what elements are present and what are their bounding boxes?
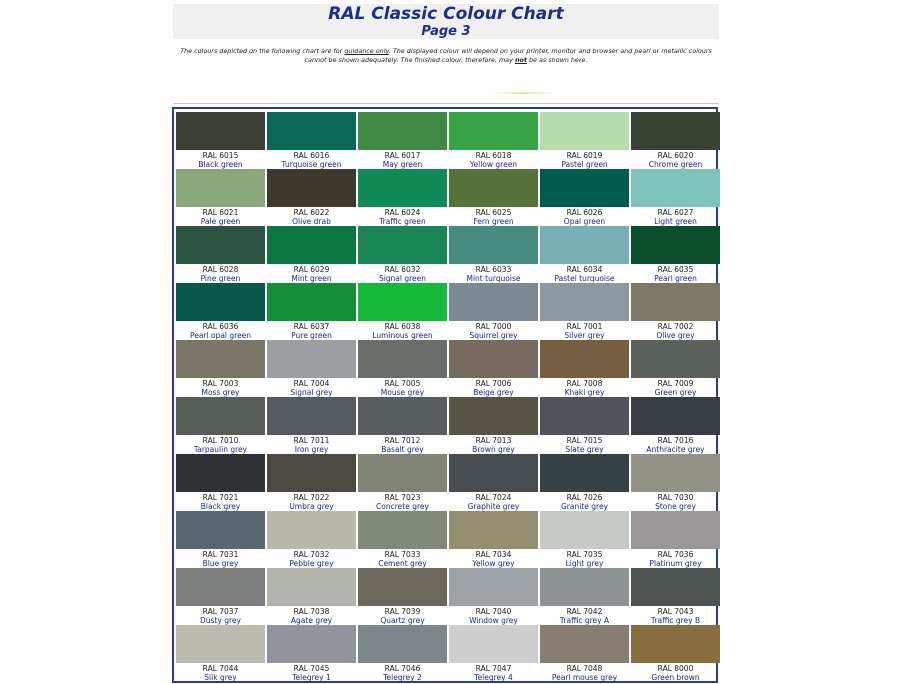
colour-name: Chrome green bbox=[648, 160, 703, 169]
colour-code: RAL 7032 bbox=[293, 550, 330, 559]
colour-name: Pastel green bbox=[561, 160, 608, 169]
colour-name: Pebble grey bbox=[289, 559, 334, 568]
colour-name: Silver grey bbox=[564, 331, 605, 340]
colour-swatch bbox=[540, 226, 629, 264]
colour-name: Stone grey bbox=[655, 502, 696, 511]
colour-name: Mint green bbox=[291, 274, 332, 283]
decorative-line bbox=[490, 92, 556, 94]
colour-swatch bbox=[449, 454, 538, 492]
colour-code: RAL 7026 bbox=[566, 493, 603, 502]
colour-code: RAL 6020 bbox=[657, 151, 694, 160]
colour-cell bbox=[358, 169, 447, 226]
colour-swatch bbox=[449, 226, 538, 264]
colour-cell bbox=[631, 568, 720, 625]
colour-name: Signal green bbox=[378, 274, 427, 283]
colour-cell bbox=[358, 226, 447, 283]
disclaimer-part-1: The colours depicted on the following chart are for bbox=[180, 47, 345, 55]
colour-cell bbox=[449, 340, 538, 397]
colour-cell bbox=[267, 112, 356, 169]
colour-code: RAL 7010 bbox=[202, 436, 239, 445]
colour-code: RAL 7015 bbox=[566, 436, 603, 445]
colour-code: RAL 7016 bbox=[657, 436, 694, 445]
colour-code: RAL 7000 bbox=[475, 322, 512, 331]
colour-swatch bbox=[176, 397, 265, 435]
colour-code: RAL 6026 bbox=[566, 208, 603, 217]
colour-swatch bbox=[540, 397, 629, 435]
colour-cell bbox=[176, 511, 265, 568]
colour-code: RAL 7039 bbox=[384, 607, 421, 616]
colour-cell bbox=[358, 397, 447, 454]
colour-swatch bbox=[267, 226, 356, 264]
colour-swatch bbox=[631, 283, 720, 321]
colour-swatch bbox=[267, 625, 356, 663]
colour-code: RAL 8000 bbox=[657, 664, 694, 673]
colour-code: RAL 6016 bbox=[293, 151, 330, 160]
colour-cell bbox=[631, 397, 720, 454]
colour-code: RAL 6034 bbox=[566, 265, 603, 274]
colour-name: Tarpaulin grey bbox=[193, 445, 248, 454]
colour-cell bbox=[540, 340, 629, 397]
colour-swatch bbox=[267, 511, 356, 549]
colour-name: Black grey bbox=[200, 502, 241, 511]
colour-cell bbox=[631, 226, 720, 283]
colour-code: RAL 6022 bbox=[293, 208, 330, 217]
colour-name: Granite grey bbox=[561, 502, 608, 511]
colour-code: RAL 7038 bbox=[293, 607, 330, 616]
colour-code: RAL 7033 bbox=[384, 550, 421, 559]
colour-code: RAL 6019 bbox=[566, 151, 603, 160]
colour-code: RAL 7047 bbox=[475, 664, 512, 673]
colour-chart bbox=[172, 107, 718, 683]
colour-cell bbox=[176, 397, 265, 454]
colour-swatch bbox=[631, 625, 720, 663]
colour-swatch bbox=[540, 568, 629, 606]
page-subtitle: Page 3 bbox=[421, 24, 471, 39]
colour-name: Olive grey bbox=[656, 331, 695, 340]
colour-cell bbox=[267, 226, 356, 283]
colour-name: Basalt grey bbox=[381, 445, 424, 454]
colour-swatch bbox=[631, 511, 720, 549]
colour-name: Traffic grey B bbox=[650, 616, 701, 625]
colour-code: RAL 6036 bbox=[202, 322, 239, 331]
colour-code: RAL 7043 bbox=[657, 607, 694, 616]
colour-swatch bbox=[267, 169, 356, 207]
colour-code: RAL 7004 bbox=[293, 379, 330, 388]
colour-cell bbox=[540, 454, 629, 511]
colour-code: RAL 6025 bbox=[475, 208, 512, 217]
colour-code: RAL 6024 bbox=[384, 208, 421, 217]
colour-cell bbox=[267, 454, 356, 511]
colour-name: Luminous green bbox=[372, 331, 433, 340]
colour-code: RAL 6038 bbox=[384, 322, 421, 331]
colour-name: May green bbox=[382, 160, 423, 169]
colour-cell bbox=[358, 283, 447, 340]
colour-name: Pale green bbox=[200, 217, 241, 226]
colour-cell bbox=[267, 397, 356, 454]
colour-code: RAL 7036 bbox=[657, 550, 694, 559]
colour-name: Anthracite grey bbox=[646, 445, 705, 454]
colour-code: RAL 7031 bbox=[202, 550, 239, 559]
colour-cell bbox=[358, 112, 447, 169]
colour-swatch bbox=[449, 340, 538, 378]
colour-code: RAL 7034 bbox=[475, 550, 512, 559]
colour-cell bbox=[358, 340, 447, 397]
colour-cell bbox=[449, 226, 538, 283]
colour-cell bbox=[540, 511, 629, 568]
colour-name: Pastel turquoise bbox=[554, 274, 615, 283]
colour-name: Black green bbox=[198, 160, 243, 169]
colour-swatch bbox=[267, 283, 356, 321]
colour-cell bbox=[540, 568, 629, 625]
colour-name: Pure green bbox=[291, 331, 332, 340]
colour-swatch bbox=[631, 568, 720, 606]
colour-swatch bbox=[358, 568, 447, 606]
colour-name: Yellow grey bbox=[472, 559, 515, 568]
colour-swatch bbox=[267, 397, 356, 435]
colour-code: RAL 7037 bbox=[202, 607, 239, 616]
colour-code: RAL 6037 bbox=[293, 322, 330, 331]
colour-cell bbox=[540, 625, 629, 682]
colour-name: Telegrey 4 bbox=[474, 673, 513, 682]
colour-cell bbox=[449, 397, 538, 454]
colour-cell bbox=[267, 283, 356, 340]
colour-code: RAL 7001 bbox=[566, 322, 603, 331]
colour-name: Agate grey bbox=[290, 616, 333, 625]
colour-cell bbox=[176, 340, 265, 397]
colour-swatch bbox=[267, 340, 356, 378]
colour-swatch bbox=[176, 283, 265, 321]
colour-code: RAL 7011 bbox=[293, 436, 330, 445]
colour-cell bbox=[176, 283, 265, 340]
colour-name: Green grey bbox=[654, 388, 697, 397]
colour-name: Traffic grey A bbox=[559, 616, 610, 625]
colour-code: RAL 7002 bbox=[657, 322, 694, 331]
colour-swatch bbox=[358, 283, 447, 321]
colour-name: Silk grey bbox=[204, 673, 237, 682]
colour-swatch bbox=[358, 112, 447, 150]
colour-name: Light grey bbox=[565, 559, 604, 568]
colour-name: Cement grey bbox=[378, 559, 427, 568]
colour-name: Opal green bbox=[563, 217, 606, 226]
colour-cell bbox=[449, 568, 538, 625]
colour-name: Mouse grey bbox=[380, 388, 425, 397]
colour-cell bbox=[449, 112, 538, 169]
colour-code: RAL 7012 bbox=[384, 436, 421, 445]
colour-code: RAL 7006 bbox=[475, 379, 512, 388]
colour-name: Blue grey bbox=[202, 559, 239, 568]
colour-name: Graphite grey bbox=[467, 502, 520, 511]
colour-name: Traffic green bbox=[379, 217, 426, 226]
colour-code: RAL 7042 bbox=[566, 607, 603, 616]
colour-cell bbox=[176, 454, 265, 511]
colour-swatch bbox=[176, 340, 265, 378]
colour-code: RAL 6018 bbox=[475, 151, 512, 160]
colour-code: RAL 6027 bbox=[657, 208, 694, 217]
colour-swatch bbox=[631, 226, 720, 264]
colour-name: Pearl opal green bbox=[189, 331, 252, 340]
colour-code: RAL 7035 bbox=[566, 550, 603, 559]
colour-name: Squirrel grey bbox=[469, 331, 518, 340]
colour-cell bbox=[631, 169, 720, 226]
colour-swatch bbox=[449, 112, 538, 150]
page-header bbox=[173, 4, 719, 39]
colour-name: Dusty grey bbox=[200, 616, 241, 625]
colour-code: RAL 7005 bbox=[384, 379, 421, 388]
colour-code: RAL 7040 bbox=[475, 607, 512, 616]
colour-swatch bbox=[449, 283, 538, 321]
colour-swatch bbox=[267, 568, 356, 606]
divider bbox=[173, 103, 719, 104]
colour-swatch bbox=[540, 340, 629, 378]
colour-name: Umbra grey bbox=[289, 502, 334, 511]
colour-cell bbox=[540, 397, 629, 454]
colour-cell bbox=[267, 340, 356, 397]
colour-swatch bbox=[267, 454, 356, 492]
colour-code: RAL 7022 bbox=[293, 493, 330, 502]
colour-code: RAL 6021 bbox=[202, 208, 239, 217]
colour-name: Concrete grey bbox=[376, 502, 429, 511]
colour-cell bbox=[631, 511, 720, 568]
colour-cell bbox=[449, 511, 538, 568]
disclaimer-part-3: be as shown here. bbox=[526, 56, 588, 64]
colour-swatch bbox=[540, 112, 629, 150]
colour-name: Beige grey bbox=[473, 388, 514, 397]
colour-name: Pine green bbox=[200, 274, 241, 283]
colour-name: Window grey bbox=[469, 616, 518, 625]
colour-swatch bbox=[358, 397, 447, 435]
colour-swatch bbox=[358, 625, 447, 663]
colour-cell bbox=[176, 625, 265, 682]
colour-cell bbox=[267, 625, 356, 682]
colour-name: Pearl green bbox=[654, 274, 697, 283]
colour-code: RAL 7013 bbox=[475, 436, 512, 445]
colour-swatch bbox=[449, 568, 538, 606]
colour-swatch bbox=[631, 112, 720, 150]
colour-cell bbox=[631, 625, 720, 682]
colour-swatch bbox=[540, 283, 629, 321]
colour-name: Brown grey bbox=[472, 445, 515, 454]
colour-cell bbox=[449, 283, 538, 340]
colour-code: RAL 6035 bbox=[657, 265, 694, 274]
colour-swatch bbox=[540, 511, 629, 549]
disclaimer-part-2: . The displayed colour will depend on your printer, monitor and browser and pearl or metallic colours cannot be shown adequately. The finished colour, therefore, may bbox=[304, 47, 712, 64]
colour-swatch bbox=[176, 511, 265, 549]
colour-swatch bbox=[176, 625, 265, 663]
colour-code: RAL 6017 bbox=[384, 151, 421, 160]
colour-code: RAL 7023 bbox=[384, 493, 421, 502]
colour-swatch bbox=[176, 226, 265, 264]
colour-swatch bbox=[449, 397, 538, 435]
colour-swatch bbox=[540, 454, 629, 492]
colour-name: Telegrey 1 bbox=[292, 673, 331, 682]
colour-swatch bbox=[358, 511, 447, 549]
colour-cell bbox=[358, 625, 447, 682]
colour-swatch bbox=[358, 454, 447, 492]
colour-code: RAL 7008 bbox=[566, 379, 603, 388]
colour-cell bbox=[449, 625, 538, 682]
colour-cell bbox=[449, 169, 538, 226]
colour-cell bbox=[631, 112, 720, 169]
colour-name: Moss grey bbox=[201, 388, 240, 397]
colour-cell bbox=[176, 568, 265, 625]
colour-swatch bbox=[358, 226, 447, 264]
page-title: RAL Classic Colour Chart bbox=[328, 4, 564, 24]
colour-cell bbox=[267, 511, 356, 568]
colour-cell bbox=[267, 568, 356, 625]
colour-swatch bbox=[449, 625, 538, 663]
colour-cell bbox=[176, 112, 265, 169]
colour-name: Turquoise green bbox=[281, 160, 342, 169]
colour-code: RAL 6015 bbox=[202, 151, 239, 160]
colour-swatch bbox=[176, 454, 265, 492]
colour-code: RAL 7021 bbox=[202, 493, 239, 502]
colour-name: Green brown bbox=[651, 673, 700, 682]
colour-code: RAL 6033 bbox=[475, 265, 512, 274]
colour-swatch bbox=[540, 625, 629, 663]
colour-name: Yellow green bbox=[469, 160, 518, 169]
disclaimer-text bbox=[173, 47, 719, 65]
colour-swatch bbox=[631, 169, 720, 207]
disclaimer-emphasis-guidance: guidance only bbox=[344, 47, 389, 55]
disclaimer-emphasis-not: not bbox=[514, 56, 527, 64]
colour-code: RAL 6032 bbox=[384, 265, 421, 274]
colour-cell bbox=[540, 112, 629, 169]
colour-code: RAL 7048 bbox=[566, 664, 603, 673]
colour-name: Quartz grey bbox=[380, 616, 425, 625]
colour-code: RAL 6029 bbox=[293, 265, 330, 274]
colour-name: Platinum grey bbox=[649, 559, 702, 568]
colour-code: RAL 7009 bbox=[657, 379, 694, 388]
colour-cell bbox=[358, 568, 447, 625]
colour-grid bbox=[176, 112, 720, 682]
colour-swatch bbox=[176, 169, 265, 207]
colour-swatch bbox=[358, 169, 447, 207]
colour-name: Khaki grey bbox=[564, 388, 605, 397]
colour-swatch bbox=[176, 112, 265, 150]
colour-name: Light green bbox=[654, 217, 697, 226]
colour-swatch bbox=[631, 454, 720, 492]
colour-name: Fern green bbox=[473, 217, 514, 226]
colour-cell bbox=[540, 283, 629, 340]
colour-name: Mint turquoise bbox=[466, 274, 521, 283]
colour-cell bbox=[631, 340, 720, 397]
colour-code: RAL 7044 bbox=[202, 664, 239, 673]
colour-cell bbox=[540, 226, 629, 283]
colour-swatch bbox=[540, 169, 629, 207]
colour-name: Pearl mouse grey bbox=[551, 673, 618, 682]
colour-swatch bbox=[631, 397, 720, 435]
colour-cell bbox=[267, 169, 356, 226]
colour-swatch bbox=[631, 340, 720, 378]
colour-cell bbox=[176, 169, 265, 226]
colour-code: RAL 7003 bbox=[202, 379, 239, 388]
colour-swatch bbox=[449, 169, 538, 207]
colour-cell bbox=[176, 226, 265, 283]
colour-name: Iron grey bbox=[294, 445, 329, 454]
colour-cell bbox=[631, 454, 720, 511]
colour-swatch bbox=[358, 340, 447, 378]
colour-name: Telegrey 2 bbox=[383, 673, 422, 682]
colour-cell bbox=[358, 454, 447, 511]
colour-swatch bbox=[267, 112, 356, 150]
colour-cell bbox=[358, 511, 447, 568]
colour-code: RAL 7046 bbox=[384, 664, 421, 673]
colour-name: Olive drab bbox=[292, 217, 331, 226]
colour-cell bbox=[540, 169, 629, 226]
colour-name: Signal grey bbox=[290, 388, 333, 397]
colour-code: RAL 7030 bbox=[657, 493, 694, 502]
colour-code: RAL 6028 bbox=[202, 265, 239, 274]
colour-swatch bbox=[176, 568, 265, 606]
colour-swatch bbox=[449, 511, 538, 549]
colour-name: Slate grey bbox=[565, 445, 604, 454]
colour-cell bbox=[631, 283, 720, 340]
colour-cell bbox=[449, 454, 538, 511]
colour-code: RAL 7024 bbox=[475, 493, 512, 502]
colour-code: RAL 7045 bbox=[293, 664, 330, 673]
